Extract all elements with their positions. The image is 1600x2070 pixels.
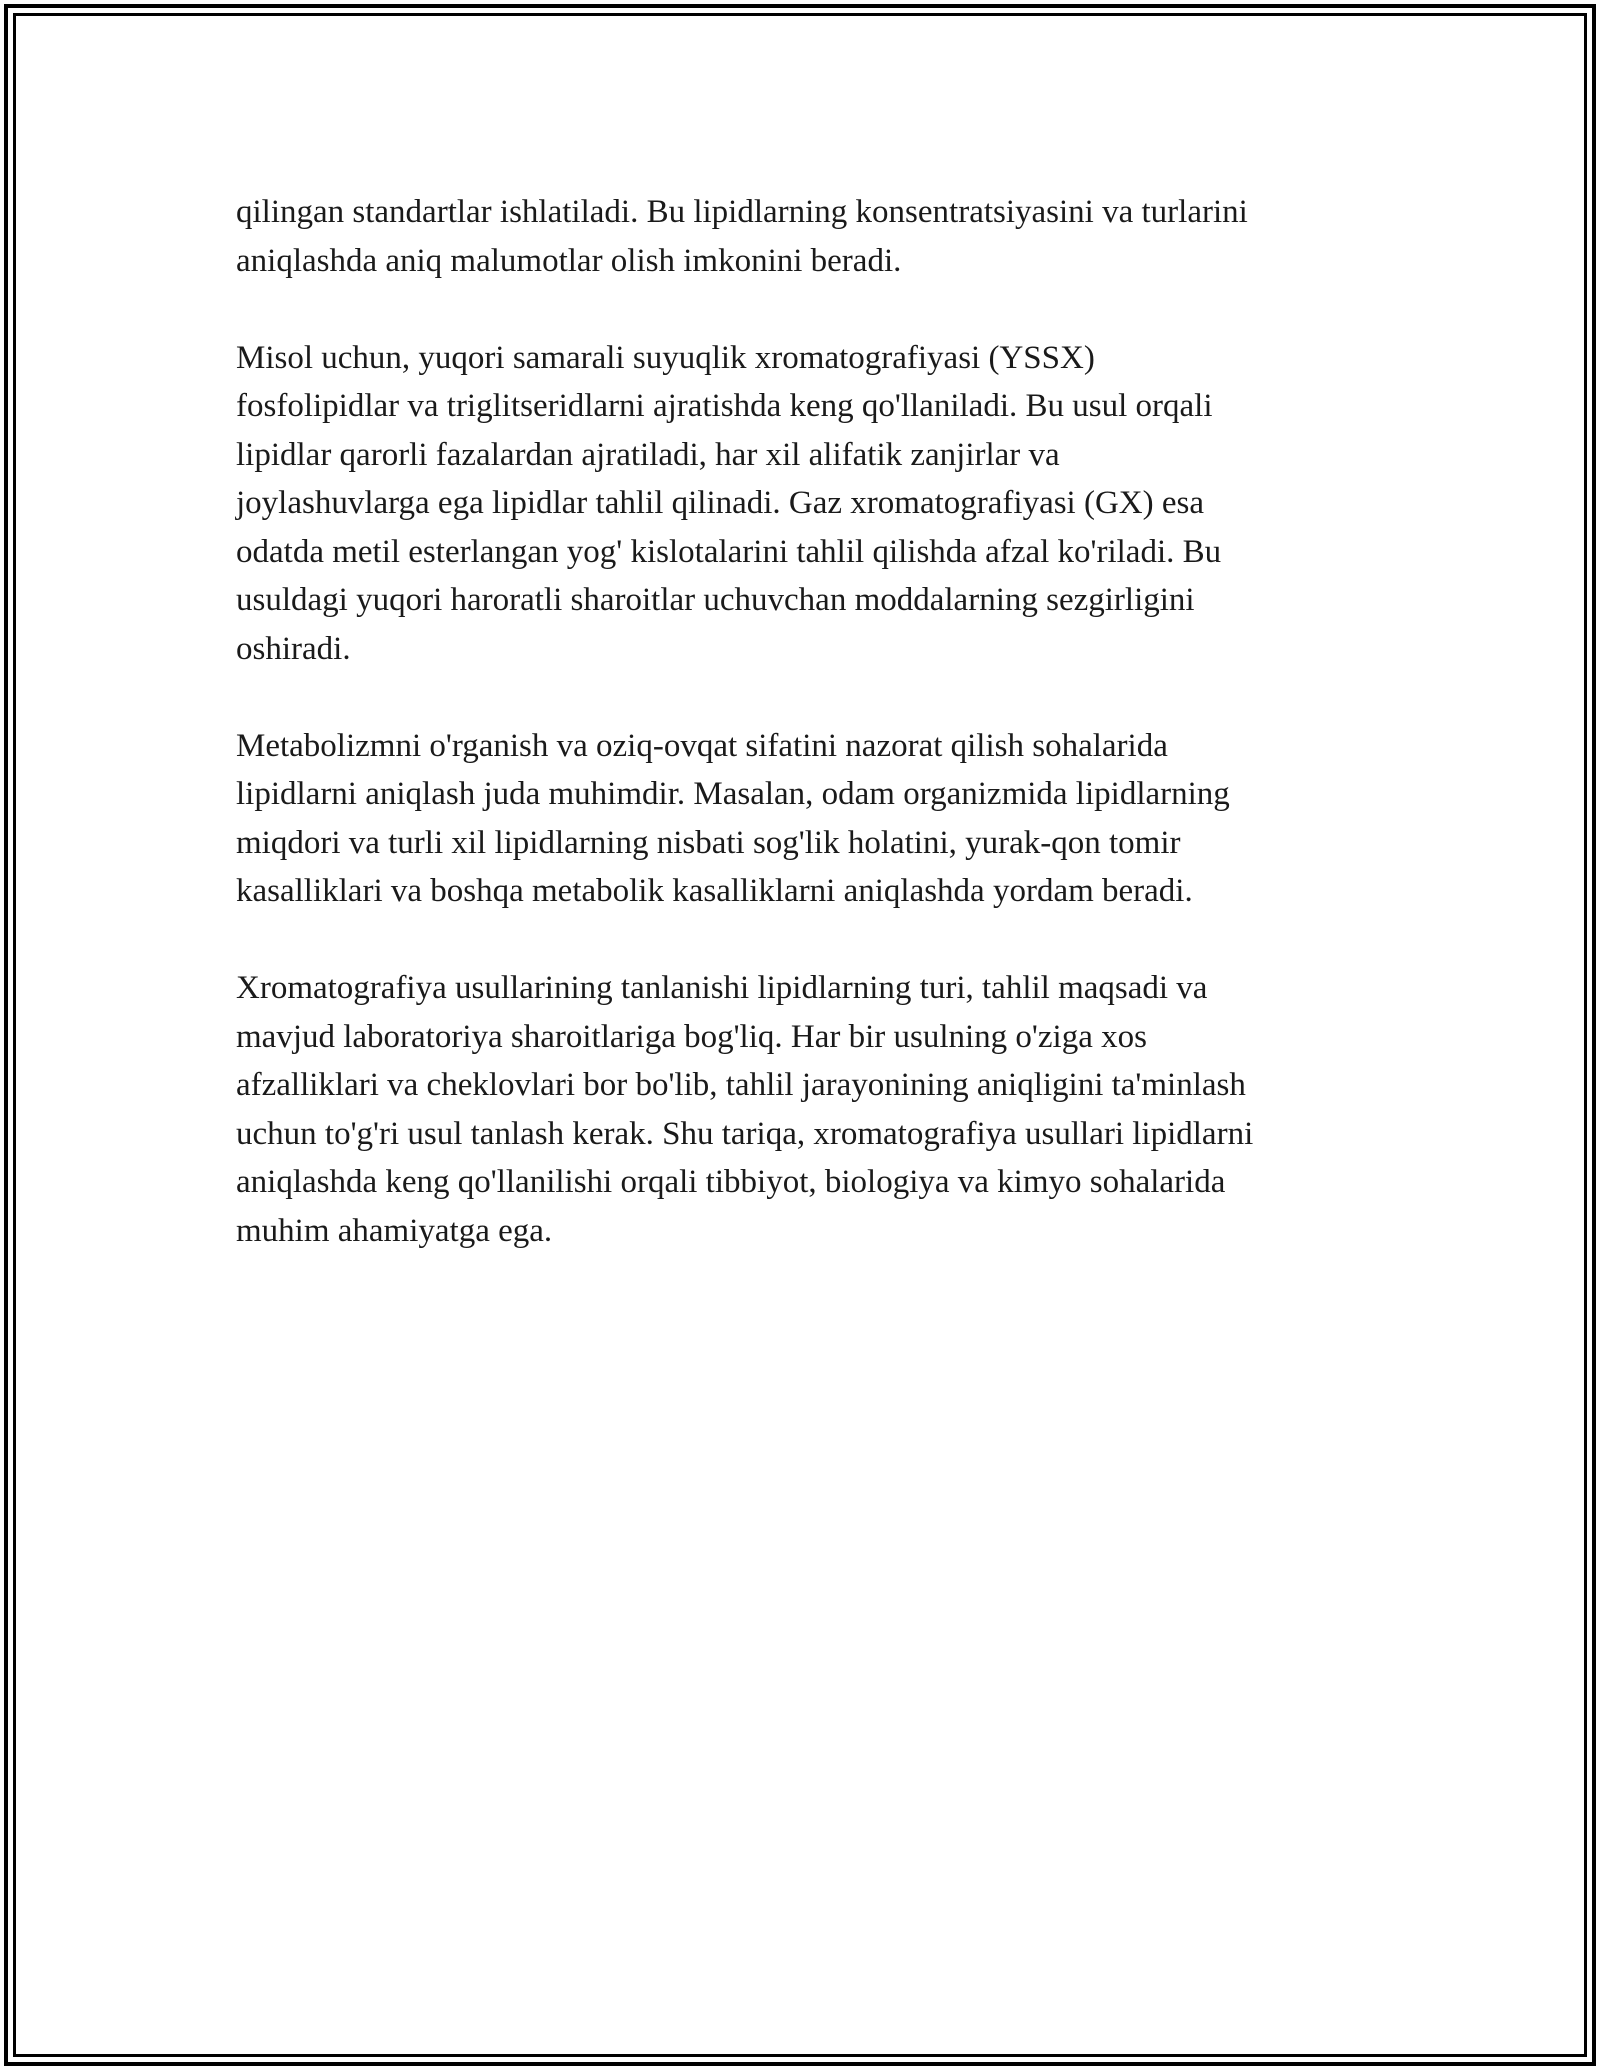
text-line: miqdori va turli xil lipidlarning nisbati sog'lik holatini, yurak-qon tomir xyxy=(236,824,1181,861)
text-line: muhim ahamiyatga ega. xyxy=(236,1212,553,1249)
text-line: Xromatografiya usullarining tanlanishi lipidlarning turi, tahlil maqsadi va xyxy=(236,970,1208,1006)
text-line: uchun to'g'ri usul tanlash kerak. Shu tariqa, xromatografiya usullari lipidlarni xyxy=(236,1115,1254,1152)
text-line: fosfolipidlar va triglitseridlarni ajratishda keng qo'llaniladi. Bu usul orqali xyxy=(236,388,1213,424)
text-line: odatda metil esterlangan yog' kislotalarini tahlil qilishda afzal ko'riladi. Bu xyxy=(236,533,1222,570)
text-line: joylashuvlarga ega lipidlar tahlil qilinadi. Gaz xromatografiyasi (GX) esa xyxy=(236,485,1205,521)
paragraph-3 xyxy=(236,722,1386,916)
paragraph-1 xyxy=(236,188,1386,285)
text-line: afzalliklari va cheklovlari bor bo'lib, tahlil jarayonining aniqligini ta'minlash xyxy=(236,1067,1246,1103)
text-line: qilingan standartlar ishlatiladi. Bu lipidlarning konsentratsiyasini va turlarini xyxy=(236,194,1248,230)
paragraph-4 xyxy=(236,964,1386,1255)
text-line: mavjud laboratoriya sharoitlariga bog'liq. Har bir usulning o'ziga xos xyxy=(236,1018,1147,1055)
text-line: kasalliklari va boshqa metabolik kasalliklarni aniqlashda yordam beradi. xyxy=(236,873,1193,909)
text-line: Misol uchun, yuqori samarali suyuqlik xromatografiyasi (YSSX) xyxy=(236,339,1095,376)
text-line: Metabolizmni o'rganish va oziq-ovqat sifatini nazorat qilish sohalarida xyxy=(236,727,1168,764)
text-line: lipidlar qarorli fazalardan ajratiladi, har xil alifatik zanjirlar va xyxy=(236,436,1060,473)
text-line: lipidlarni aniqlash juda muhimdir. Masalan, odam organizmida lipidlarning xyxy=(236,776,1230,812)
text-line: usuldagi yuqori haroratli sharoitlar uchuvchan moddalarning sezgirligini xyxy=(236,582,1195,618)
text-line: oshiradi. xyxy=(236,630,351,667)
text-line: aniqlashda keng qo'llanilishi orqali tibbiyot, biologiya va kimyo sohalarida xyxy=(236,1164,1226,1200)
text-line: aniqlashda aniq malumotlar olish imkonini beradi. xyxy=(236,242,902,279)
document-body xyxy=(236,188,1386,1304)
paragraph-2 xyxy=(236,334,1386,674)
